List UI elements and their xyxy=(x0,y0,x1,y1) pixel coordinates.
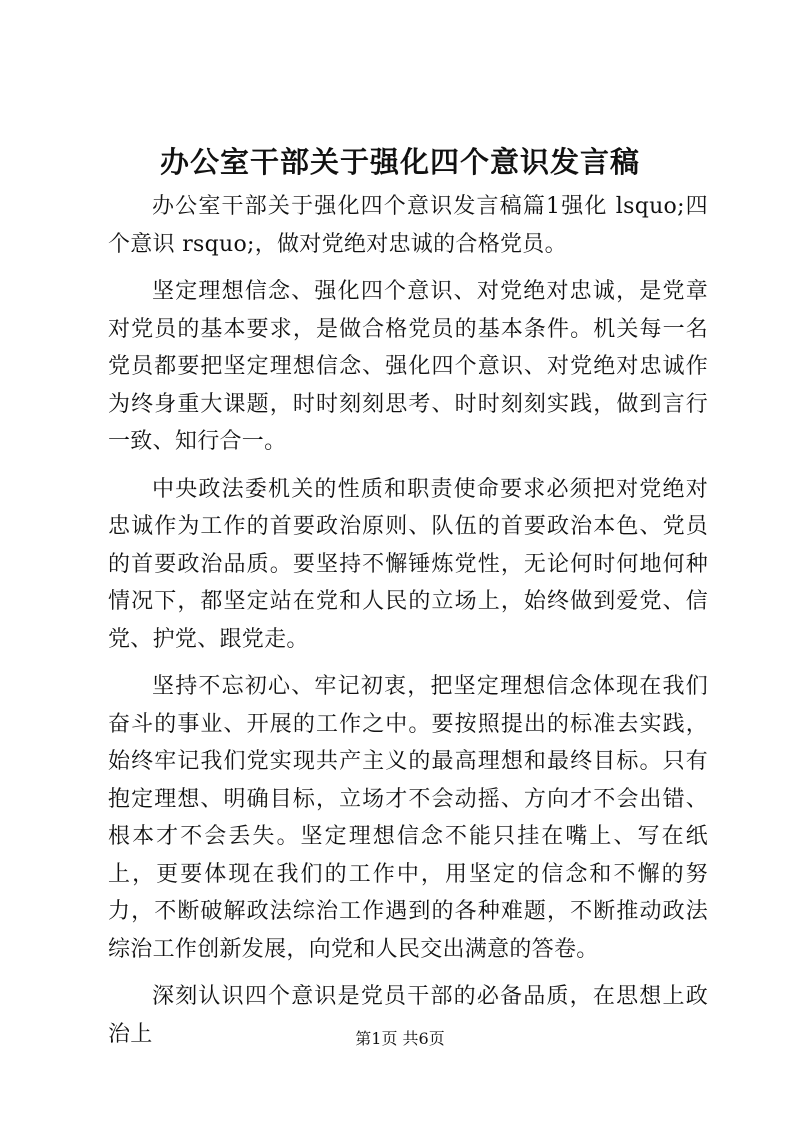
document-title: 办公室干部关于强化四个意识发言稿 xyxy=(159,145,640,179)
paragraph-5: 深刻认识四个意识是党员干部的必备品质，在思想上政治上 xyxy=(108,984,708,1047)
paragraph-2: 坚定理想信念、强化四个意识、对党绝对忠诚，是党章对党员的基本要求，是做合格党员的基本条件。机关每一名党员都要把坚定理想信念、强化四个意识、对党绝对忠诚作为终身重大课题，时时刻刻思考、时时刻刻实践，做到言行一致、知行合一。 xyxy=(108,279,708,454)
paragraph-4: 坚持不忘初心、牢记初衷，把坚定理想信念体现在我们奋斗的事业、开展的工作之中。要按照提出的标准去实践，始终牢记我们党实现共产主义的最高理想和最终目标。只有抱定理想、明确目标，立场才不会动摇、方向才不会出错、根本才不会丢失。坚定理想信念不能只挂在嘴上、写在纸上，更要体现在我们的工作中，用坚定的信念和不懈的努力，不断破解政法综治工作遇到的各种难题，不断推动政法综治工作创新发展，向党和人民交出满意的答卷。 xyxy=(108,674,708,962)
page-number-footer: 第1页 共6页 xyxy=(355,1029,445,1048)
document-body xyxy=(108,188,708,1063)
paragraph-1: 办公室干部关于强化四个意识发言稿篇1强化 lsquo;四个意识 rsquo;，做对党绝对忠诚的合格党员。 xyxy=(108,194,708,257)
paragraph-3: 中央政法委机关的性质和职责使命要求必须把对党绝对忠诚作为工作的首要政治原则、队伍的首要政治本色、党员的首要政治品质。要坚持不懈锤炼党性，无论何时何地何种情况下，都坚定站在党和人民的立场上，始终做到爱党、信党、护党、跟党走。 xyxy=(108,476,708,652)
